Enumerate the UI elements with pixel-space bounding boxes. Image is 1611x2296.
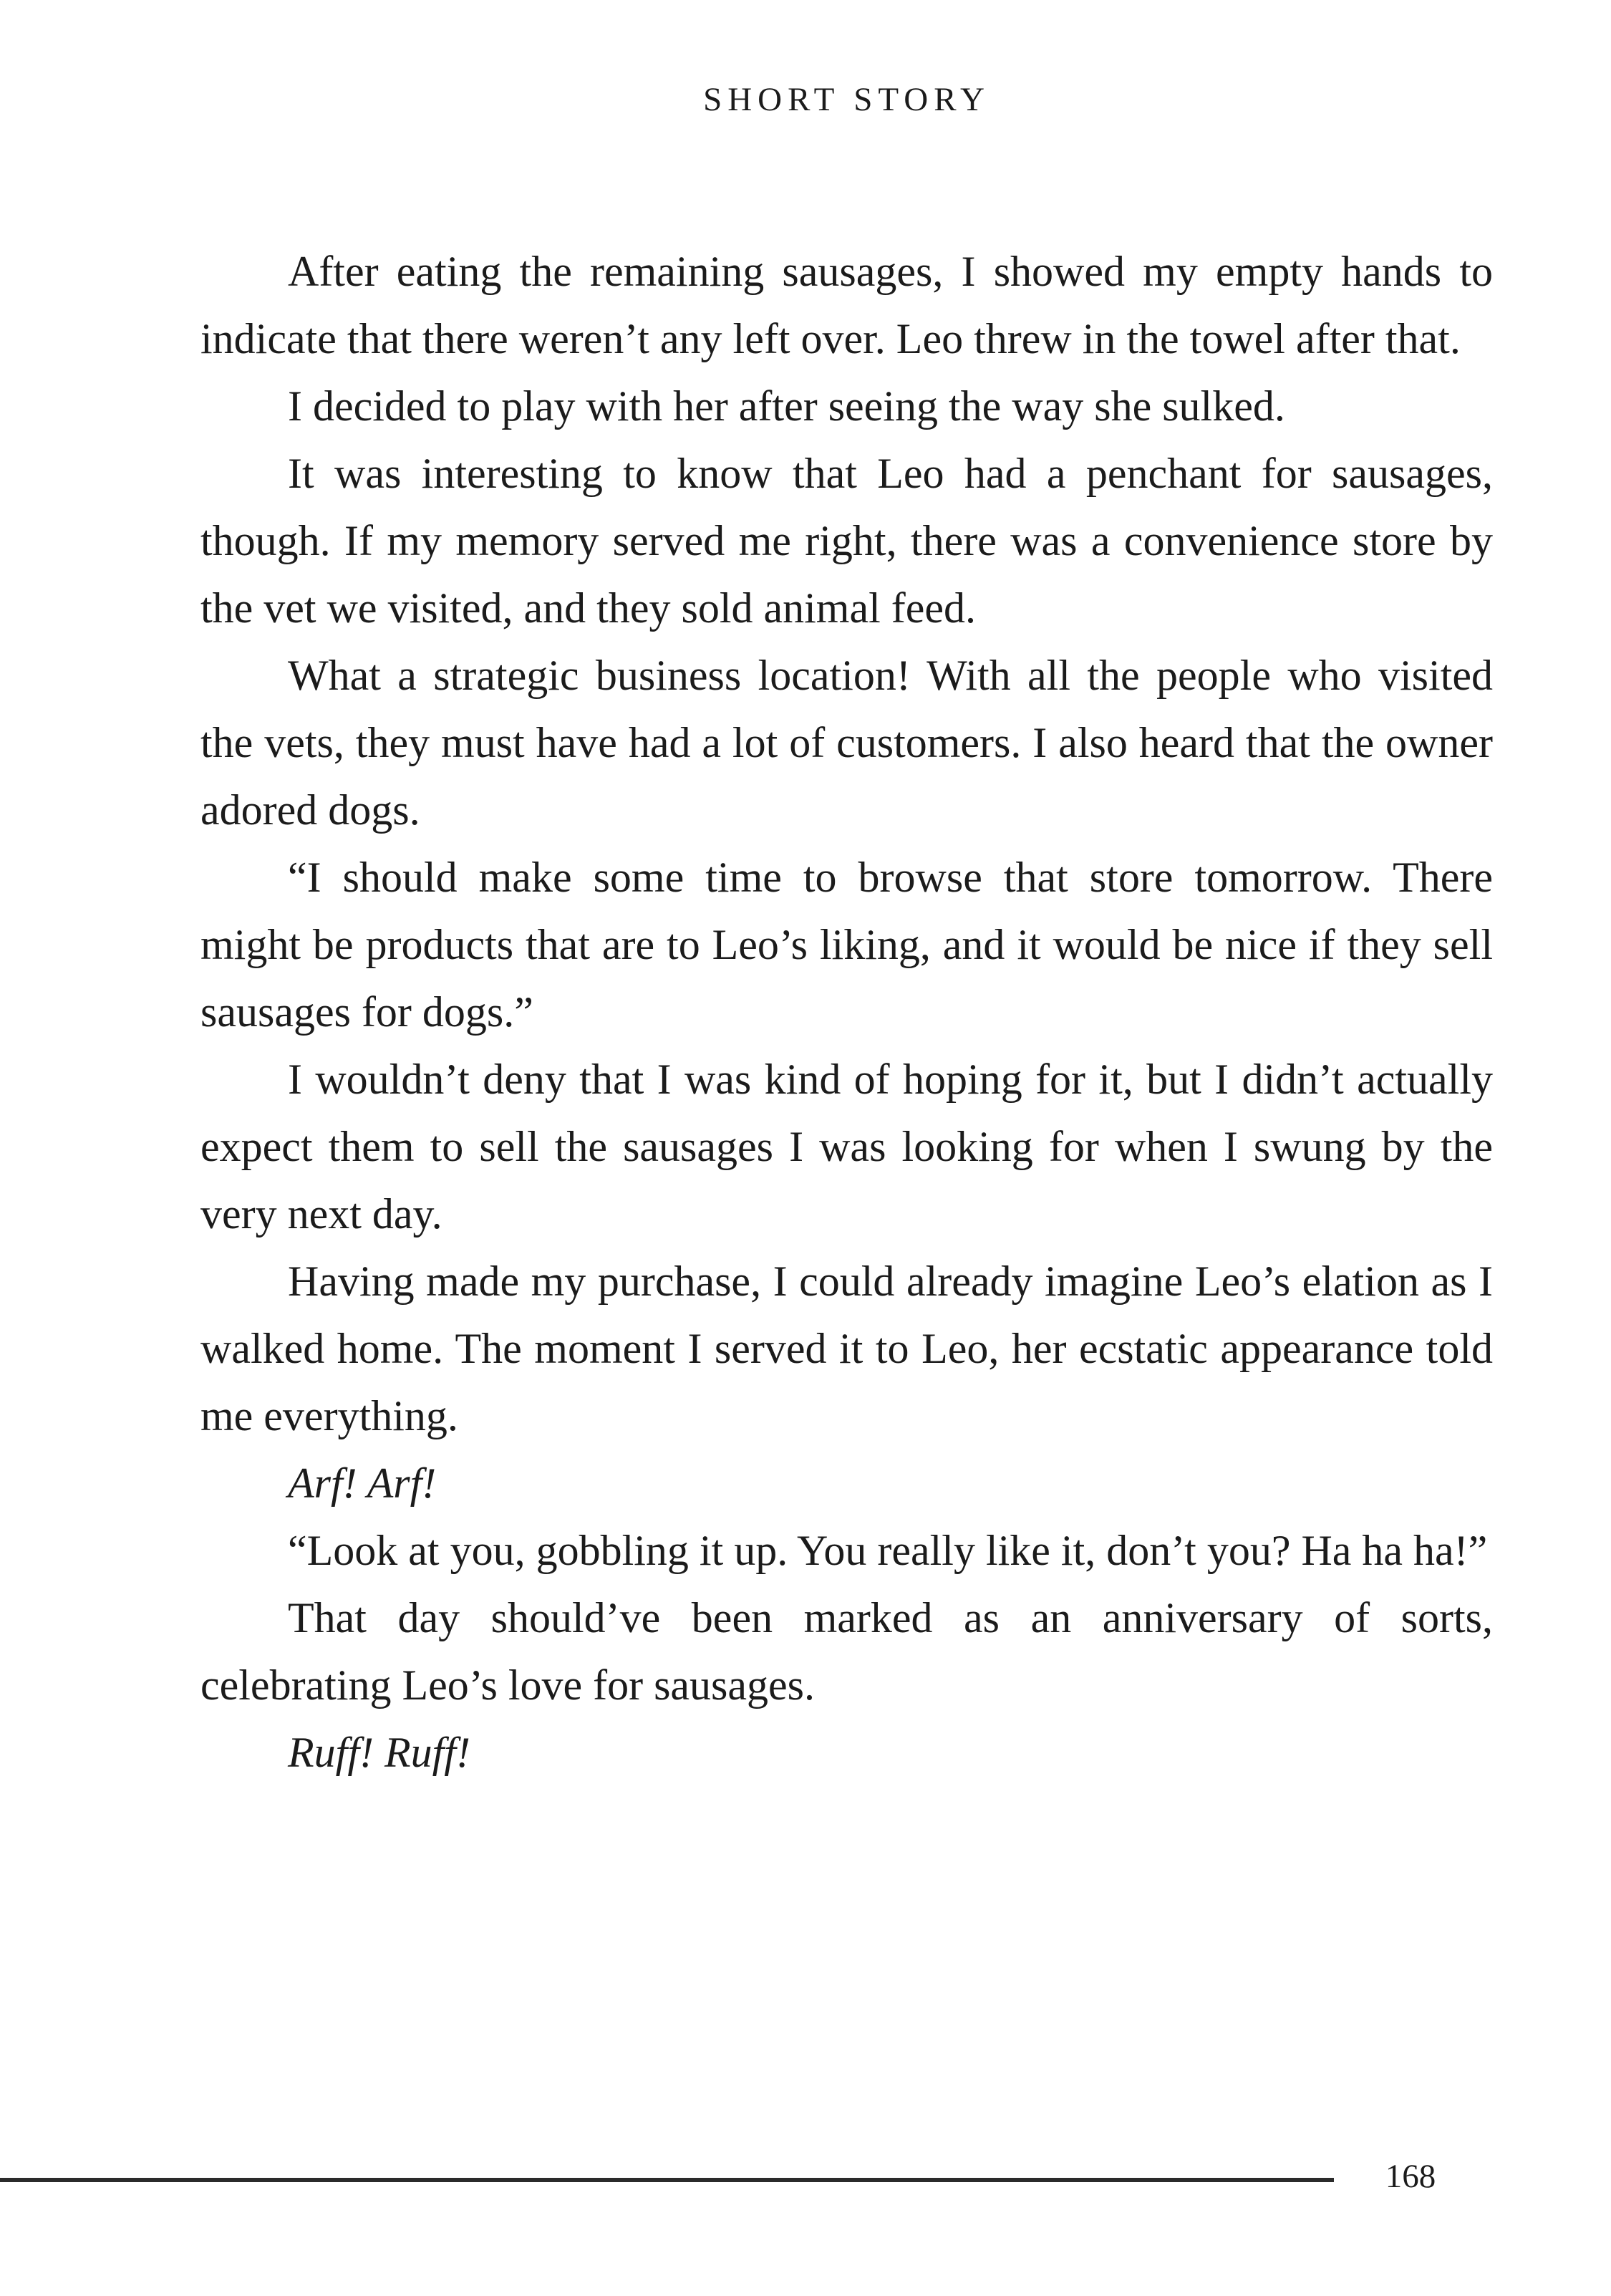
story-paragraph: I wouldn’t deny that I was kind of hoping for it, but I didn’t actually expect them to sell the sausages I was looking for when I swung by the very next day. xyxy=(200,1056,1493,1238)
story-paragraph-onomatopoeia: Ruff! Ruff! xyxy=(288,1729,470,1776)
story-paragraph: After eating the remaining sausages, I showed my empty hands to indicate that there weren’t any left over. Leo threw in the towel after that. xyxy=(200,248,1493,362)
story-paragraph-onomatopoeia: Arf! Arf! xyxy=(288,1460,437,1507)
story-paragraph: I decided to play with her after seeing the way she sulked. xyxy=(288,382,1285,430)
story-paragraph: It was interesting to know that Leo had a penchant for sausages, though. If my memory served me right, there was a convenience store by the vet we visited, and they sold animal feed. xyxy=(200,450,1493,632)
story-paragraph: “I should make some time to browse that store tomorrow. There might be products that are to Leo’s liking, and it would be nice if they sell sausages for dogs.” xyxy=(200,854,1493,1036)
story-text-block xyxy=(200,238,1493,1786)
story-paragraph: Having made my purchase, I could already imagine Leo’s elation as I walked home. The moment I served it to Leo, her ecstatic appearance told me everything. xyxy=(200,1258,1493,1439)
story-paragraph: “Look at you, gobbling it up. You really like it, don’t you? Ha ha ha!” xyxy=(288,1527,1488,1574)
story-paragraph: What a strategic business location! With all the people who visited the vets, they must have had a lot of customers. I also heard that the owner adored dogs. xyxy=(200,652,1493,834)
page-number: 168 xyxy=(1385,2158,1436,2195)
story-paragraph: That day should’ve been marked as an anniversary of sorts, celebrating Leo’s love for sausages. xyxy=(200,1594,1493,1709)
footer-rule xyxy=(0,2178,1334,2182)
running-header: SHORT STORY xyxy=(703,81,990,118)
